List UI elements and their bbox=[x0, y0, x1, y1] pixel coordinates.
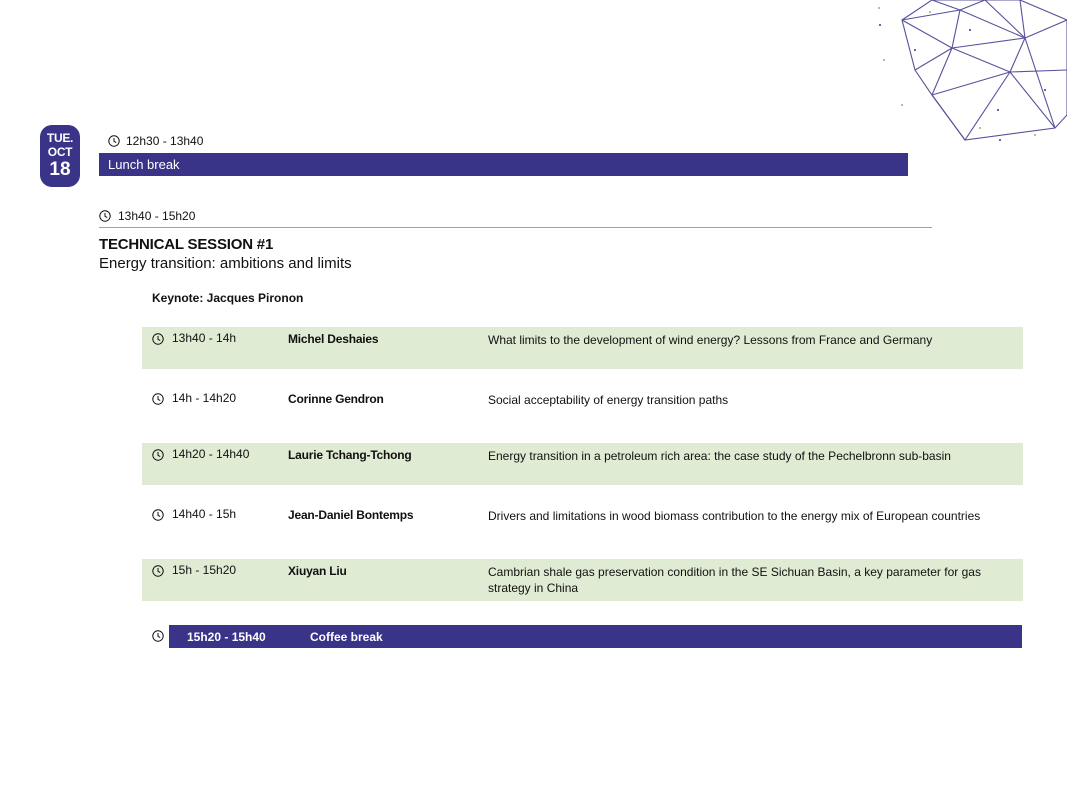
clock-icon bbox=[152, 393, 164, 405]
talk-title: Cambrian shale gas preservation condition in the SE Sichuan Basin, a key parameter for gas strategy in China bbox=[488, 565, 981, 595]
talk-row bbox=[142, 443, 1023, 485]
talk-title: Drivers and limitations in wood biomass contribution to the energy mix of European countries bbox=[488, 509, 981, 523]
talk-speaker: Corinne Gendron bbox=[288, 392, 384, 406]
talk-time: 14h - 14h20 bbox=[172, 391, 237, 405]
geodesic-decoration bbox=[870, 0, 1067, 145]
talk-time: 14h40 - 15h bbox=[172, 507, 237, 521]
clock-icon bbox=[152, 630, 164, 642]
clock-icon bbox=[108, 135, 120, 147]
talk-time: 15h - 15h20 bbox=[172, 563, 237, 577]
session-divider bbox=[99, 227, 932, 228]
talk-row bbox=[142, 559, 1023, 601]
talk-row bbox=[142, 327, 1023, 369]
talk-time: 13h40 - 14h bbox=[172, 331, 237, 345]
date-weekday: TUE. bbox=[46, 131, 74, 145]
talk-row bbox=[142, 387, 1023, 429]
clock-icon bbox=[152, 333, 164, 345]
coffee-break-bar bbox=[169, 625, 1022, 648]
lunch-time: 12h30 - 13h40 bbox=[126, 134, 204, 148]
session-time: 13h40 - 15h20 bbox=[118, 209, 196, 223]
talk-title: What limits to the development of wind energy? Lessons from France and Germany bbox=[488, 333, 933, 347]
session-title: TECHNICAL SESSION #1 bbox=[99, 236, 274, 253]
lunch-break-label: Lunch break bbox=[108, 157, 180, 172]
clock-icon bbox=[152, 565, 164, 577]
coffee-break-time: 15h20 - 15h40 bbox=[187, 630, 266, 644]
talk-title: Energy transition in a petroleum rich area: the case study of the Pechelbronn sub-basin bbox=[488, 449, 951, 463]
talk-speaker: Xiuyan Liu bbox=[288, 564, 347, 578]
coffee-break-label: Coffee break bbox=[310, 630, 383, 644]
talk-row bbox=[142, 503, 1023, 545]
keynote-label: Keynote: Jacques Pironon bbox=[152, 291, 304, 305]
date-badge bbox=[40, 125, 80, 187]
talk-time: 14h20 - 14h40 bbox=[172, 447, 250, 461]
talk-title: Social acceptability of energy transition paths bbox=[488, 393, 729, 407]
clock-icon bbox=[99, 210, 111, 222]
clock-icon bbox=[152, 509, 164, 521]
date-day: 18 bbox=[49, 159, 71, 180]
date-month: OCT bbox=[47, 145, 73, 159]
session-subtitle: Energy transition: ambitions and limits bbox=[99, 255, 352, 272]
talk-speaker: Jean-Daniel Bontemps bbox=[288, 508, 414, 522]
lunch-break-bar bbox=[99, 153, 908, 176]
talk-speaker: Michel Deshaies bbox=[288, 332, 379, 346]
clock-icon bbox=[152, 449, 164, 461]
talk-speaker: Laurie Tchang-Tchong bbox=[288, 448, 412, 462]
